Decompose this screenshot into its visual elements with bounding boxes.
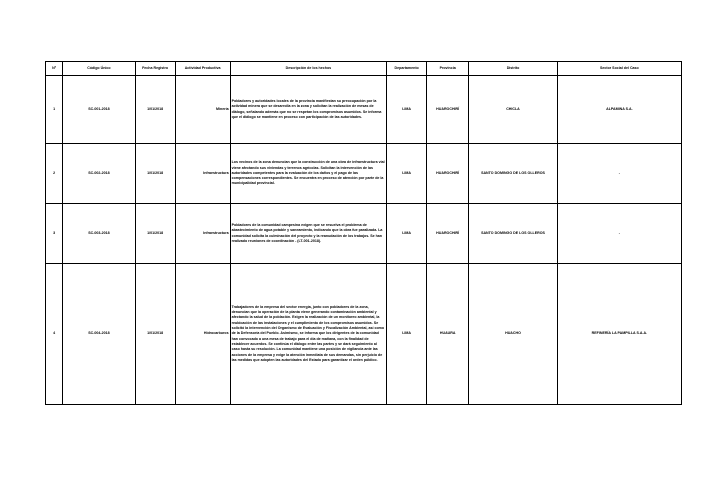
cell-date: 1/01/2018 [135, 264, 175, 405]
cell-sector: ALPAMINA S.A. [557, 76, 681, 144]
cell-date: 1/01/2018 [135, 144, 175, 204]
cell-description: Los vecinos de la zona denuncian que la construcción de una obra de infraestructura vial viene afectando sus viviendas y terrenos agrícolas. Solicitan la intervención de las autoridades competentes para la evaluación de los daños y el pago de las compensaciones correspondientes. Se encuentra en proceso de atención por parte de la municipalidad provincial. [230, 144, 387, 204]
cell-sector: - [557, 144, 681, 204]
table-row [46, 76, 682, 144]
cell-department: LIMA [387, 204, 427, 264]
header-date: Fecha Registro [135, 62, 175, 76]
social-conflict-table [45, 61, 682, 405]
cell-sector: REFINERÍA LA PAMPILLA S.A.A. [557, 264, 681, 405]
cell-activity: Hidrocarburos [175, 264, 230, 405]
header-sector: Sector Social del Caso [557, 62, 681, 76]
cell-description: Trabajadores de la empresa del sector energía, junto con pobladores de la zona, denuncian que la operación de la planta viene generando contaminación ambiental y afectando la salud de la población. Exigen la realización de un monitoreo ambiental, la reubicación de las instalaciones y el cumplimiento de los compromisos asumidos. Se solicitó la intervención del Organismo de Evaluación y Fiscalización Ambiental, así como de la Defensoría del Pueblo. Asimismo, se informa que los dirigentes de la comunidad han convocado a una mesa de trabajo para el día de mañana, con la finalidad de establecer acuerdos. Se continúa el diálogo entre las partes y se dará seguimiento al caso hasta su resolución. La comunidad mantiene una posición de vigilancia ante las acciones de la empresa y exige la atención inmediata de sus demandas, sin perjuicio de las medidas que adopten las autoridades del Estado para garantizar el orden público. [230, 264, 387, 405]
cell-num: 1 [46, 76, 63, 144]
table-row [46, 144, 682, 204]
header-department: Departamento [387, 62, 427, 76]
cell-activity: Infraestructura [175, 144, 230, 204]
cell-code: SC-001-2018 [63, 76, 135, 144]
cell-district: SANTO DOMINGO DE LOS OLLEROS [469, 144, 558, 204]
cell-province: HUAURA [427, 264, 469, 405]
cell-department: LIMA [387, 144, 427, 204]
cell-district: CHICLA [469, 76, 558, 144]
header-num: Nº [46, 62, 63, 76]
cell-num: 2 [46, 144, 63, 204]
cell-code: SC-003-2018 [63, 204, 135, 264]
cell-province: HUAROCHIRÍ [427, 204, 469, 264]
cell-province: HUAROCHIRÍ [427, 144, 469, 204]
table-header-row [46, 62, 682, 76]
cell-province: HUAROCHIRÍ [427, 76, 469, 144]
cell-date: 1/01/2018 [135, 76, 175, 144]
cell-department: LIMA [387, 76, 427, 144]
cell-district: SANTO DOMINGO DE LOS OLLEROS [469, 204, 558, 264]
header-district: Distrito [469, 62, 558, 76]
table-row [46, 204, 682, 264]
cell-code: SC-004-2018 [63, 264, 135, 405]
cell-activity: Minería [175, 76, 230, 144]
header-activity: Actividad Productiva [175, 62, 230, 76]
cell-description: Pobladores y autoridades locales de la provincia manifiestan su preocupación por la actividad minera que se desarrolla en la zona y solicitan la realización de mesas de diálogo, señalando además que no se respetan los compromisos asumidos. Se informa que el diálogo se mantiene en proceso con participación de las autoridades. [230, 76, 387, 144]
header-code: Código Único [63, 62, 135, 76]
cell-description: Pobladores de la comunidad campesina exigen que se resuelva el problema de abastecimiento de agua potable y saneamiento, indicando que la obra fue paralizada. La comunidad solicita la culminación del proyecto y la reanudación de los trabajos. Se han realizado reuniones de coordinación - (LT-001-2018). [230, 204, 387, 264]
table-row [46, 264, 682, 405]
cell-num: 3 [46, 204, 63, 264]
cell-sector: - [557, 204, 681, 264]
cell-department: LIMA [387, 264, 427, 405]
cell-activity: Infraestructura [175, 204, 230, 264]
cell-code: SC-002-2018 [63, 144, 135, 204]
cell-date: 1/01/2018 [135, 204, 175, 264]
header-province: Provincia [427, 62, 469, 76]
cell-district: HUACHO [469, 264, 558, 405]
cell-num: 4 [46, 264, 63, 405]
header-description: Descripción de los hechos [230, 62, 387, 76]
